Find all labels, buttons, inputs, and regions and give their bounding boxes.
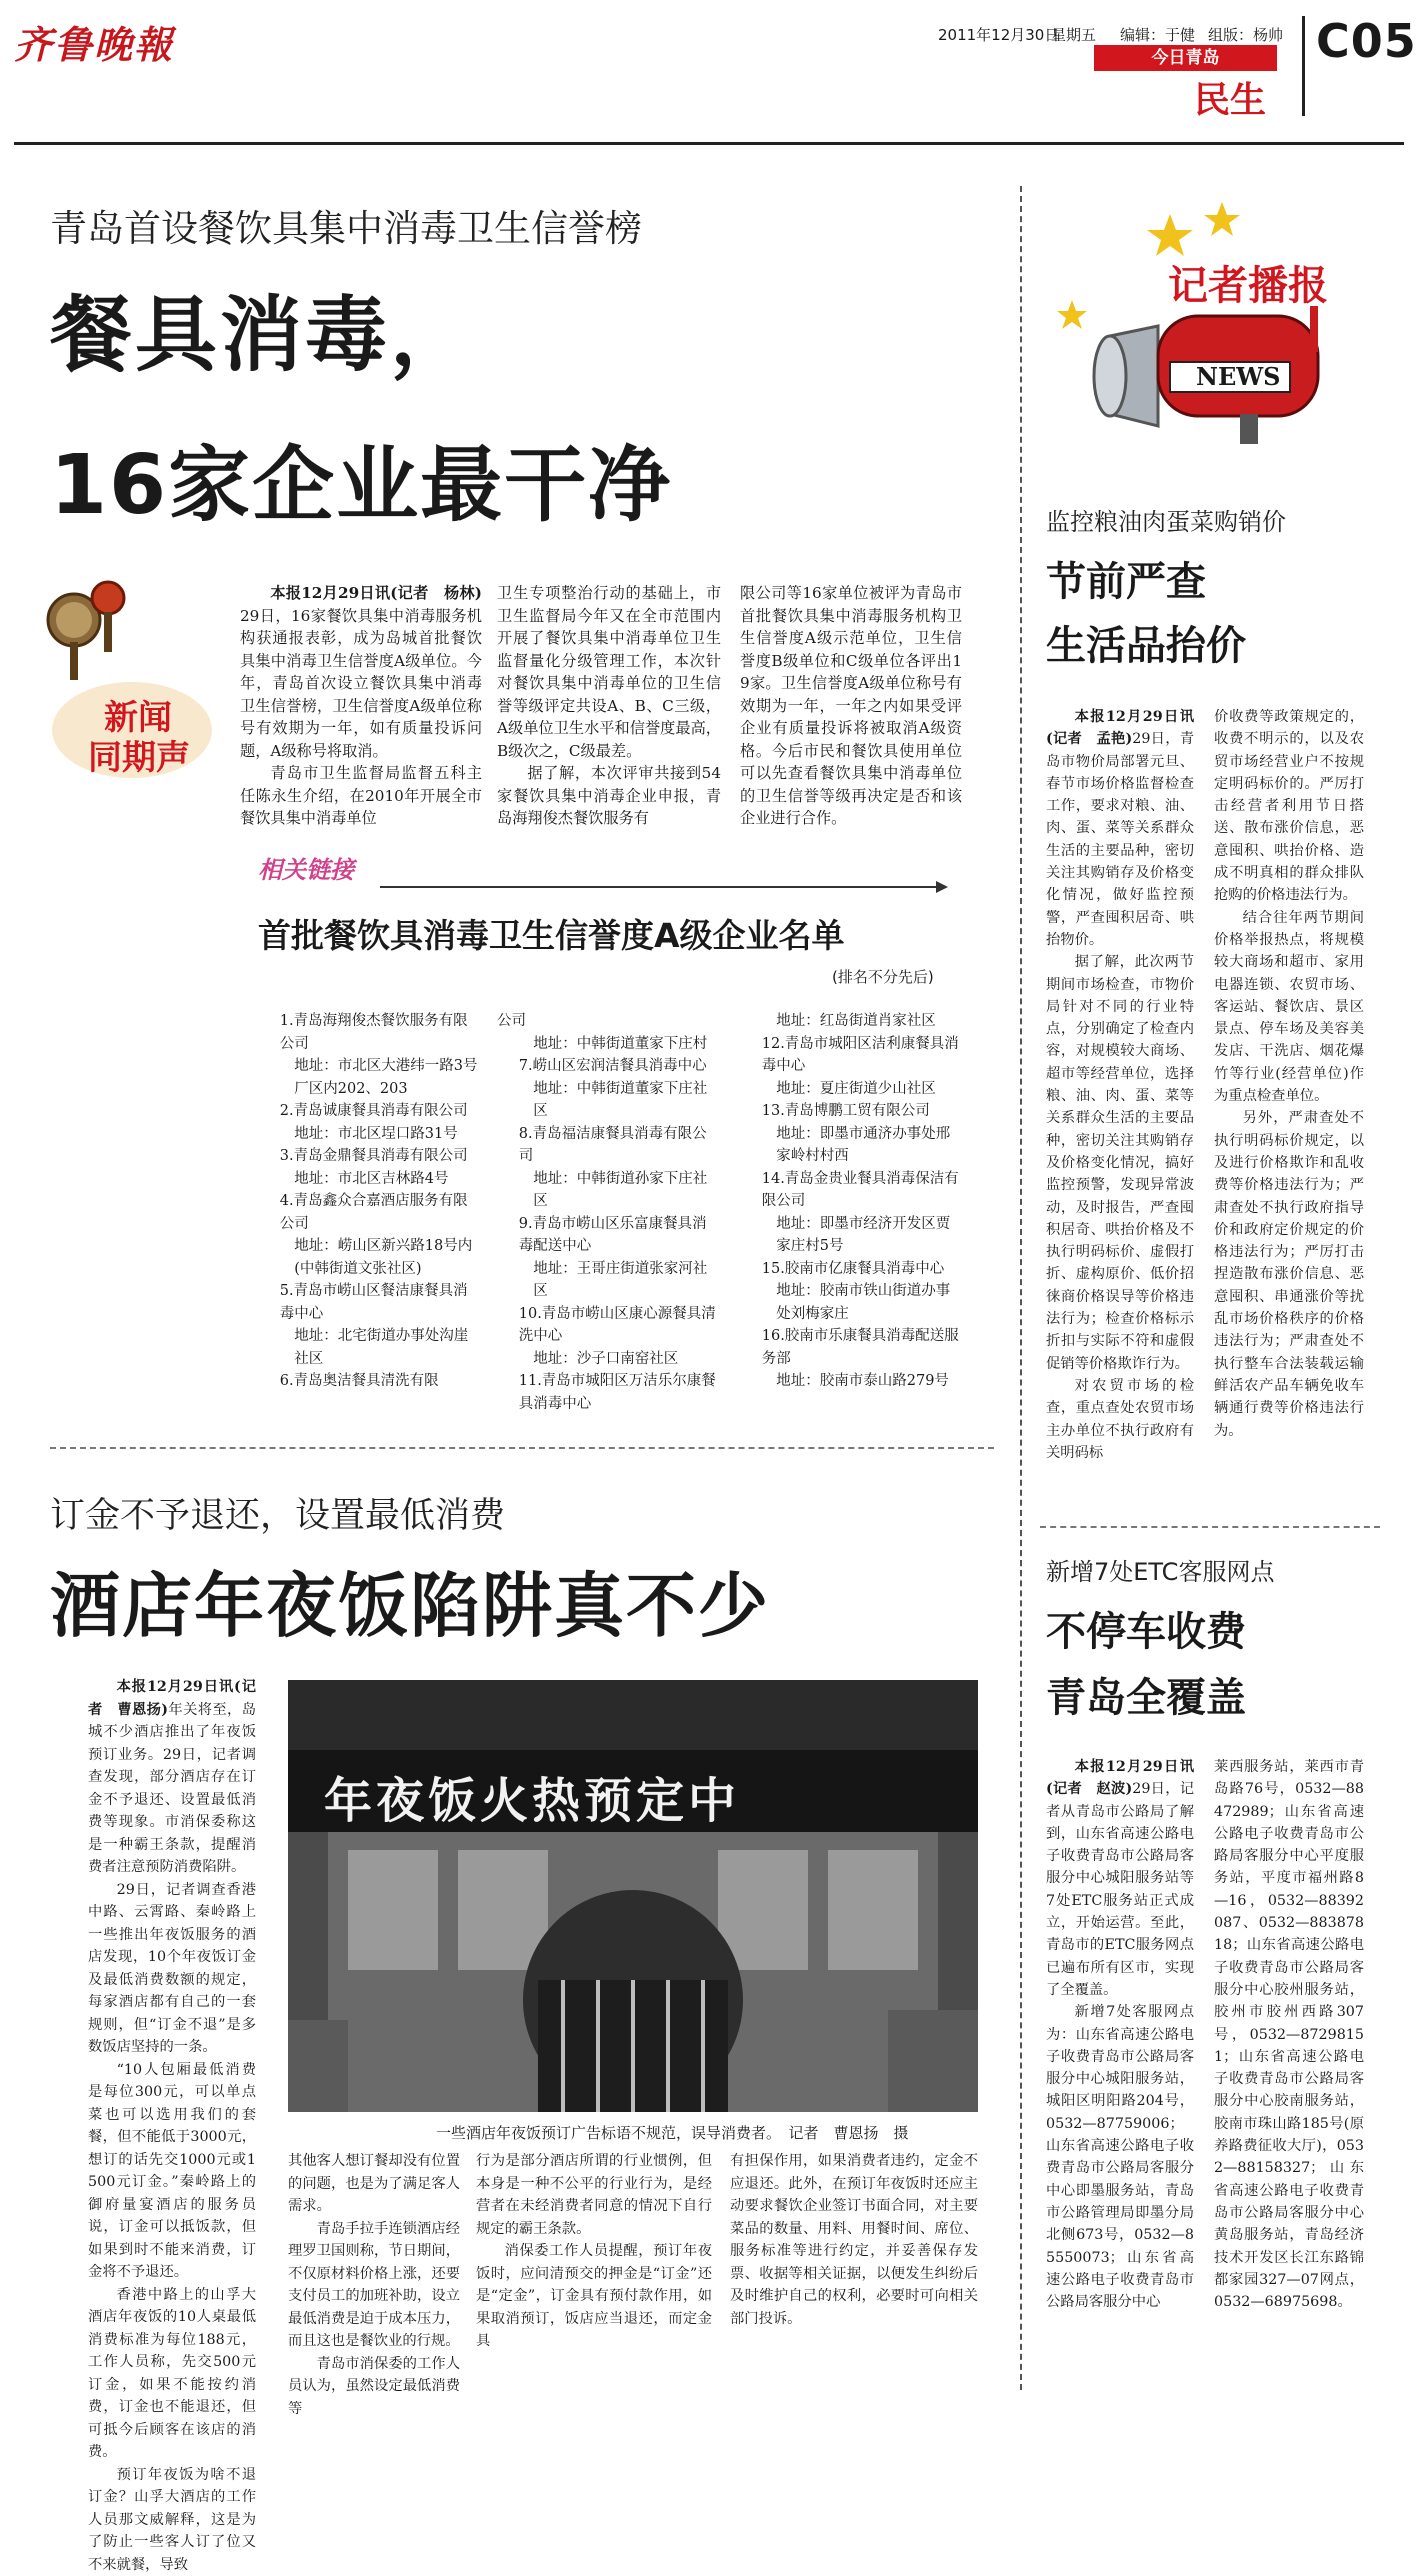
list-item-address: 地址：夏庄街道少山社区 <box>740 1078 964 1101</box>
list-item-name: 2.青岛诚康餐具消毒有限公司 <box>258 1100 482 1123</box>
list-item-address: 地址：胶南市铁山街道办事处刘梅家庄 <box>740 1280 964 1325</box>
story3-dateline: 本报12月29日讯(记者 赵波) <box>1046 1759 1194 1797</box>
story4-p2: 29日，记者调查香港中路、云霄路、秦岭路上一些推出年夜饭服务的酒店发现，10个年夜饭订金及最低消费数额的规定，每家酒店都有自己的一套规则，但“订金不退”是多数饭店坚持的一条。 <box>88 1879 256 2059</box>
list-item-name: 5.青岛市崂山区餐洁康餐具消毒中心 <box>258 1280 482 1325</box>
story4-p4: 香港中路上的山孚大酒店年夜饭的10人桌最低消费标准为每位188元，工作人员称，先交500元订金，如果不能按约消费，订金也不能退还，但可抵今后顾客在该店的消费。 <box>88 2284 256 2464</box>
story4-col1 <box>88 1676 256 2576</box>
list-item-address: 地址：红岛街道肖家社区 <box>740 1010 964 1033</box>
list-item-name: 8.青岛福洁康餐具消毒有限公司 <box>497 1123 721 1168</box>
story1-col2-p1: 卫生专项整治行动的基础上，市卫生监督局今年又在全市范围内开展了餐饮具集中消毒单位卫生监督量化分级管理工作，本次针对餐饮具集中消毒单位的卫生信誉等级评定共设A、B、C三级，A级单位卫生水平和信誉度最高，B级次之，C级最差。 <box>497 582 721 762</box>
story2-p1: 29日，青岛市物价局部署元旦、春节市场价格监督检查工作，要求对粮、油、肉、蛋、菜等关系群众生活的主要品种，密切关注其购销存及价格变化情况，做好监控预警，严查囤积居奇、哄抬物价。 <box>1046 731 1194 948</box>
list-item-name: 3.青岛金鼎餐具消毒有限公司 <box>258 1145 482 1168</box>
hotel-photo <box>288 1680 978 2112</box>
story4-p6: 其他客人想订餐却没有位置的问题，也是为了满足客人需求。 <box>288 2150 460 2218</box>
badge-line1: 新闻 <box>104 690 172 739</box>
section-tag: 今日青岛 <box>1094 45 1277 71</box>
list-item-name: 16.胶南市乐康餐具消毒配送服务部 <box>740 1325 964 1370</box>
story4-col3 <box>476 2150 712 2353</box>
news-banner-label: NEWS <box>1196 362 1281 391</box>
story3-col2 <box>1214 1756 1364 2313</box>
list-item-name: 1.青岛海翔俊杰餐饮服务有限公司 <box>258 1010 482 1055</box>
hotel-facade-image <box>288 1680 978 2112</box>
list-item-name: 4.青岛鑫众合嘉酒店服务有限公司 <box>258 1190 482 1235</box>
story3-p1: 29日，记者从青岛市公路局了解到，山东省高速公路电子收费青岛市公路局客服分中心城阳服务站等7处ETC服务站正式成立，开始运营。至此，青岛市的ETC服务网点已遍布所有区市，实现了全覆盖。 <box>1046 1781 1194 1998</box>
story3-headline-line1: 不停车收费 <box>1046 1600 1246 1657</box>
section-name: 民生 <box>1194 72 1266 123</box>
list-col1 <box>258 1010 482 1393</box>
story2-col1 <box>1046 706 1194 1464</box>
story4-p7: 青岛手拉手连锁酒店经理罗卫国则称，节日期间，不仅原材料价格上涨，还要支付员工的加班补助，设立最低消费是迫于成本压力，而且这也是餐饮业的行规。 <box>288 2218 460 2353</box>
related-link-label: 相关链接 <box>258 850 354 885</box>
list-item-name: 14.青岛金贵业餐具消毒保洁有限公司 <box>740 1168 964 1213</box>
news-banner-title: 记者播报 <box>1168 254 1328 311</box>
list-item-address: 地址：沙子口南窑社区 <box>497 1348 721 1371</box>
story1-dateline: 本报12月29日讯(记者 杨林) <box>270 584 482 602</box>
list-item-address: 地址：胶南市泰山路279号 <box>740 1370 964 1393</box>
editor-credit: 编辑：于健 <box>1120 24 1195 45</box>
story4-p11: 有担保作用，如果消费者违约，定金不应退还。此外，在预订年夜饭时还应主动要求餐饮企业签订书面合同，对主要菜品的数量、用料、用餐时间、席位、服务标准等进行约定，并妥善保存发票、收据等相关证据，以便发生纠纷后及时维护自己的权利，必要时可向相关部门投诉。 <box>730 2150 978 2330</box>
story1-col3-p1: 限公司等16家单位被评为青岛市首批餐饮具集中消毒服务机构卫生信誉度A级示范单位，卫生信誉度B级单位和C级单位各评出19家。卫生信誉度A级单位称号有效期为一年，一年之内如果受评企业有质量投诉将被取消A级资格。今后市民和餐饮具使用单位可以先查看餐饮具集中消毒单位的卫生信誉等级再决定是否和该企业进行合作。 <box>740 582 962 830</box>
page-number: C05 <box>1316 14 1417 68</box>
list-item-address: 地址：崂山区新兴路18号内(中韩街道文张社区) <box>258 1235 482 1280</box>
story2-headline-line1: 节前严查 <box>1046 550 1206 607</box>
designer-credit: 组版：杨帅 <box>1208 24 1283 45</box>
list-title: 首批餐饮具消毒卫生信誉度A级企业名单 <box>258 910 845 957</box>
list-item-address: 地址：中韩街道董家下庄村 <box>497 1033 721 1056</box>
column-divider-top <box>1020 186 1022 1576</box>
list-item-address: 地址：北宅街道办事处沟崖社区 <box>258 1325 482 1370</box>
story4-col4 <box>730 2150 978 2330</box>
list-item-address: 地址：市北区吉林路4号 <box>258 1168 482 1191</box>
news-banner <box>1040 196 1370 446</box>
list-note: (排名不分先后) <box>832 966 934 987</box>
masthead-divider <box>1302 16 1305 116</box>
list-item-name: 10.青岛市崂山区康心源餐具清洗中心 <box>497 1303 721 1348</box>
related-link-arrow <box>380 886 940 888</box>
story4-p8: 青岛市消保委的工作人员认为，虽然设定最低消费等 <box>288 2353 460 2421</box>
story3-p3: 莱西服务站，莱西市青岛路76号，0532—88472989；山东省高速公路电子收费青岛市公路局客服分中心平度服务站，平度市福州路8—16，0532—88392087、0532—88387818；山东省高速公路电子收费青岛市公路局客服分中心胶州服务站，胶州市胶州西路307号，0532—87298151；山东省高速公路电子收费青岛市公路局客服分中心胶南服务站，胶南市珠山路185号(原养路费征收大厅)，0532—88158327；山东省高速公路电子收费青岛市公路局客服分中心黄岛服务站，青岛经济技术开发区长江东路锦都家园327—07网点，0532—68975698。 <box>1214 1756 1364 2313</box>
mailbox-icon <box>1040 196 1370 446</box>
list-item-name: 6.青岛奥洁餐具清洗有限 <box>258 1370 482 1393</box>
masthead-rule <box>14 142 1404 145</box>
list-item-address: 地址：中韩街道董家下庄社区 <box>497 1078 721 1123</box>
photo-banner-text: 年夜饭火热预定中 <box>324 1762 740 1831</box>
list-item-address: 地址：王哥庄街道张家河社区 <box>497 1258 721 1303</box>
related-link-arrowhead <box>936 881 948 893</box>
story2-p2: 据了解，此次两节期间市场检查，市物价局针对不同的行业特点，分别确定了检查内容，对规模较大商场、超市等经营单位，选择粮、油、肉、蛋、菜等关系群众生活的主要品种，密切关注其购销存及价格变化情况，搞好监控预警，发现异常波动，及时报告，严查囤积居奇、哄抬价格及不执行明码标价、虚假打折、虚构原价、低价招徕商价格误导等价格违法行为；检查价格标示折扣与实际不符和虚假促销等价格欺诈行为。 <box>1046 951 1194 1375</box>
list-item-address: 地址：中韩街道孙家下庄社区 <box>497 1168 721 1213</box>
story1-p1: 29日，16家餐饮具集中消毒服务机构获通报表彰，成为岛城首批餐饮具集中消毒卫生信誉度A级单位。今年，青岛首次设立餐饮具集中消毒卫生信誉榜，卫生信誉度A级单位称号有效期为一年，如有质量投诉问题，A级称号将取消。 <box>240 607 482 760</box>
list-item-address: 地址：市北区大港纬一路3号厂区内202、203 <box>258 1055 482 1100</box>
newspaper-logo: 齐鲁晚報 <box>14 14 174 69</box>
list-item-name: 15.胶南市亿康餐具消毒中心 <box>740 1258 964 1281</box>
list-item-name: 9.青岛市崂山区乐富康餐具消毒配送中心 <box>497 1213 721 1258</box>
story1-col1 <box>240 582 482 830</box>
story3-headline-line2: 青岛全覆盖 <box>1046 1666 1246 1723</box>
list-item-name: 13.青岛博鹏工贸有限公司 <box>740 1100 964 1123</box>
issue-weekday: 星期五 <box>1051 24 1096 45</box>
story4-kicker: 订金不予退还，设置最低消费 <box>50 1488 505 1538</box>
story2-dateline: 本报12月29日讯(记者 孟艳) <box>1046 709 1194 747</box>
list-col2 <box>497 1010 721 1415</box>
story-divider <box>50 1447 994 1449</box>
story4-p10: 消保委工作人员提醒，预订年夜饭时，应问清预交的押金是“订金”还是“定金”，订金具有预付款作用，如果取消预订，饭店应当退还，而定金具 <box>476 2240 712 2353</box>
story3-kicker: 新增7处ETC客服网点 <box>1046 1552 1274 1587</box>
column-divider-bottom <box>1020 1510 1022 2390</box>
story4-col2 <box>288 2150 460 2420</box>
badge-line2: 同期声 <box>88 730 190 779</box>
story1-col2-p2: 据了解，本次评审共接到54家餐饮具集中消毒企业申报，青岛海翔俊杰餐饮服务有 <box>497 762 721 830</box>
issue-date: 2011年12月30日 <box>938 24 1059 45</box>
list-item-address: 地址：即墨市通济办事处邢家岭村村西 <box>740 1123 964 1168</box>
story1-headline-line1: 餐具消毒， <box>50 270 475 387</box>
story1-headline-line2: 16家企业最干净 <box>50 420 672 537</box>
news-badge <box>44 580 220 780</box>
list-col3 <box>740 1010 964 1393</box>
story2-headline-line2: 生活品抬价 <box>1046 614 1246 671</box>
right-story-divider <box>1040 1526 1380 1528</box>
story4-p5: 预订年夜饭为啥不退订金？山孚大酒店的工作人员那文威解释，这是为了防止一些客人订了位又不来就餐，导致 <box>88 2464 256 2576</box>
story3-col1 <box>1046 1756 1194 2313</box>
related-link-tag <box>258 846 378 890</box>
story2-col2 <box>1214 706 1364 1442</box>
story1-col3 <box>740 582 962 830</box>
list-item-name: 公司 <box>497 1010 721 1033</box>
story1-p2: 青岛市卫生监督局监督五科主任陈永生介绍，在2010年开展全市餐饮具集中消毒单位 <box>240 762 482 830</box>
story4-p9: 行为是部分酒店所谓的行业惯例，但本身是一种不公平的行业行为，是经营者在未经消费者同意的情况下自行规定的霸王条款。 <box>476 2150 712 2240</box>
story2-p4: 价收费等政策规定的，收费不明示的，以及农贸市场经营业户不按规定明码标价的。严厉打击经营者利用节日搭送、散布涨价信息，恶意囤积、哄抬价格、造成不明真相的群众排队抢购的价格违法行为。 <box>1214 706 1364 907</box>
list-item-name: 7.崂山区宏润洁餐具消毒中心 <box>497 1055 721 1078</box>
story4-p1: 年关将至，岛城不少酒店推出了年夜饭预订业务。29日，记者调查发现，部分酒店存在订金不予退还、设置最低消费等现象。市消保委称这是一种霸王条款，提醒消费者注意预防消费陷阱。 <box>88 1702 256 1876</box>
list-item-name: 12.青岛市城阳区洁利康餐具消毒中心 <box>740 1033 964 1078</box>
story3-p2: 新增7处客服网点为：山东省高速公路电子收费青岛市公路局客服分中心城阳服务站，城阳区明阳路204号，0532—87759006；山东省高速公路电子收费青岛市公路局客服分中心即墨服务站，青岛市公路管理局即墨分局北侧673号，0532—85550073；山东省高速公路电子收费青岛市公路局客服分中心 <box>1046 2001 1194 2313</box>
story2-p5: 结合往年两节期间价格举报热点，将规模较大商场和超市、家用电器连锁、农贸市场、客运站、餐饮店、景区景点、停车场及美容美发店、干洗店、烟花爆竹等行业(经营单位)作为重点检查单位。 <box>1214 907 1364 1108</box>
story4-headline: 酒店年夜饭陷阱真不少 <box>50 1550 770 1651</box>
story4-p3: “10人包厢最低消费是每位300元，可以单点菜也可以选用我们的套餐，但不能低于3000元，想订的话先交1000元或1500元订金。”秦岭路上的御府量宴酒店的服务员说，订金可以抵饭款，但如果到时不能来消费，订金将不予退还。 <box>88 2059 256 2284</box>
story4-dateline: 本报12月29日讯(记者 曹恩扬) <box>88 1679 256 1718</box>
list-item-address: 地址：即墨市经济开发区贾家庄村5号 <box>740 1213 964 1258</box>
story1-kicker: 青岛首设餐饮具集中消毒卫生信誉榜 <box>50 198 642 252</box>
photo-caption: 一些酒店年夜饭预订广告标语不规范，误导消费者。 记者 曹恩扬 摄 <box>436 2122 909 2143</box>
list-item-address: 地址：市北区埕口路31号 <box>258 1123 482 1146</box>
story2-p3: 对农贸市场的检查，重点查处农贸市场主办单位不执行政府有关明码标 <box>1046 1375 1194 1464</box>
story2-p6: 另外，严肃查处不执行明码标价规定，以及进行价格欺诈和乱收费等价格违法行为；严肃查处不执行政府指导价和政府定价规定的价格违法行为；严厉打击捏造散布涨价信息、恶意囤积、串通涨价等扰乱市场价格秩序的价格违法行为；严肃查处不执行整车合法装载运输鲜活农产品车辆免收车辆通行费等价格违法行为。 <box>1214 1107 1364 1441</box>
story2-kicker: 监控粮油肉蛋菜购销价 <box>1046 502 1286 537</box>
story1-col2 <box>497 582 721 830</box>
list-item-name: 11.青岛市城阳区万洁乐尔康餐具消毒中心 <box>497 1370 721 1415</box>
